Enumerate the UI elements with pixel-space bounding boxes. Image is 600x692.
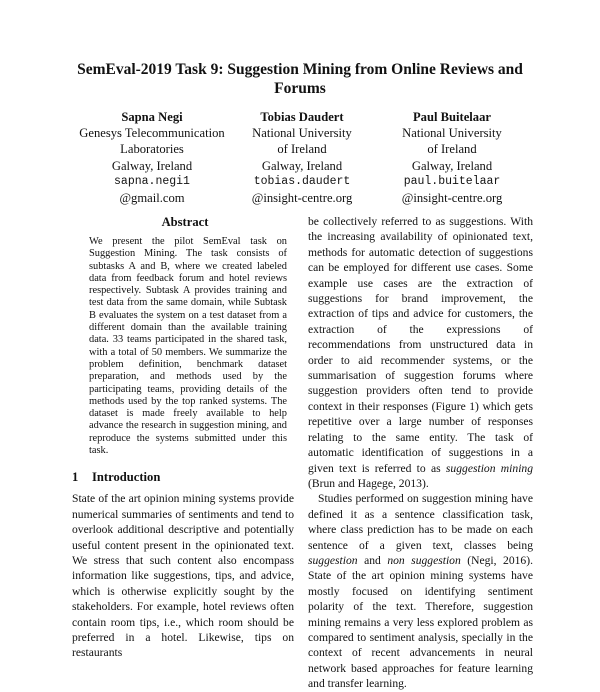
body-paragraph-2 (308, 491, 533, 691)
section-heading-introduction (72, 470, 294, 485)
author-email-user: paul.buitelaar (403, 174, 501, 188)
author-affiliation: of Ireland (427, 142, 477, 157)
introduction-paragraph: State of the art opinion mining systems provide numerical summaries of sentiments and tend to overlook additional descriptive and potentially useful content present in the opinionated text. We stress that such content also encompass information like suggestions, tips, and advice, which is otherwise explicitly sought by the stakeholders. For example, hotel reviews often contain room tips, i.e., which room should be preferred in a hotel. Likewise, tips on restaurants (72, 492, 294, 660)
paragraph-text: be collectively referred to as suggestions. With the increasing availability of opinionated text, methods for automatic detection of suggestions can be employed for different use cases. Some example use cases are the extraction of suggestions for brand improvement, the extraction of tips and advice for customers, the extraction of the expressions of recommendations from unstructured data in order to aid recommender systems, or the summarisation of suggestion forums where suggestion providers often tend to provide context in their responses (Figure 1) which gets repetitive over a large number of responses relating to the same entity. The task of automatic identification of suggestions in a given text is referred to as (308, 215, 533, 475)
author-email-user: sapna.negi1 (114, 174, 190, 188)
emphasis-term: suggestion (308, 553, 358, 567)
abstract-text: We present the pilot SemEval task on Suggestion Mining. The task consists of subtasks A and B, where we created labeled data from feedback forum and hotel reviews respectively. Subtask A provides training and test data from the same domain, while Subtask B evaluates the system on a test dataset from a different domain than the available training data. 33 teams participated in the shared task, with a total of 50 members. We summarize the problem definition, benchmark dataset preparation, and methods used by the participating teams, providing details of the methods used by the top ranked systems. The dataset is made freely available to help advance the research in suggestion mining, and reproduce the systems submitted under this task. (89, 236, 287, 457)
author-affiliation: National University (402, 126, 502, 141)
author-email-domain: @insight-centre.org (251, 191, 353, 206)
author-block-1 (72, 109, 232, 206)
author-affiliation: Laboratories (120, 142, 184, 157)
emphasis-term: non suggestion (387, 553, 461, 567)
author-name: Paul Buitelaar (412, 110, 491, 124)
right-column (308, 214, 533, 692)
emphasis-term: suggestion mining (445, 461, 534, 475)
author-block-3 (372, 109, 532, 206)
author-email-domain: @gmail.com (119, 191, 185, 206)
author-location: Galway, Ireland (411, 158, 493, 173)
paragraph-text: (Negi, 2016). State of the art opinion mining systems have mostly focused on identifying sentiment polarity of the text. Therefore, suggestion mining remains a very less explored problem as compared to sentiment analysis, specially in the context of recent advancements in neural network based approaches for feature learning and transfer learning. (308, 553, 533, 691)
author-affiliation: Genesys Telecommunication (79, 126, 225, 141)
section-title: Introduction (92, 470, 161, 485)
author-block-2 (222, 109, 382, 206)
author-email-domain: @insight-centre.org (401, 191, 503, 206)
paragraph-text: and (357, 553, 388, 567)
author-location: Galway, Ireland (111, 158, 193, 173)
author-name: Tobias Daudert (260, 110, 344, 124)
author-name: Sapna Negi (121, 110, 183, 124)
author-email-user: tobias.daudert (253, 174, 351, 188)
citation-text: (Brun and Hagege, 2013). (308, 476, 429, 490)
body-paragraph-1 (308, 214, 533, 491)
abstract-heading: Abstract (161, 215, 209, 229)
author-location: Galway, Ireland (261, 158, 343, 173)
left-column (72, 214, 294, 661)
author-affiliation: of Ireland (277, 142, 327, 157)
paragraph-text: Studies performed on suggestion mining have defined it as a sentence classification task, where class prediction has to be made on each sentence of a given text, classes being (308, 492, 533, 552)
paper-title: SemEval-2019 Task 9: Suggestion Mining from Online Reviews and Forums (77, 61, 523, 97)
section-number: 1 (72, 470, 79, 485)
author-affiliation: National University (252, 126, 352, 141)
